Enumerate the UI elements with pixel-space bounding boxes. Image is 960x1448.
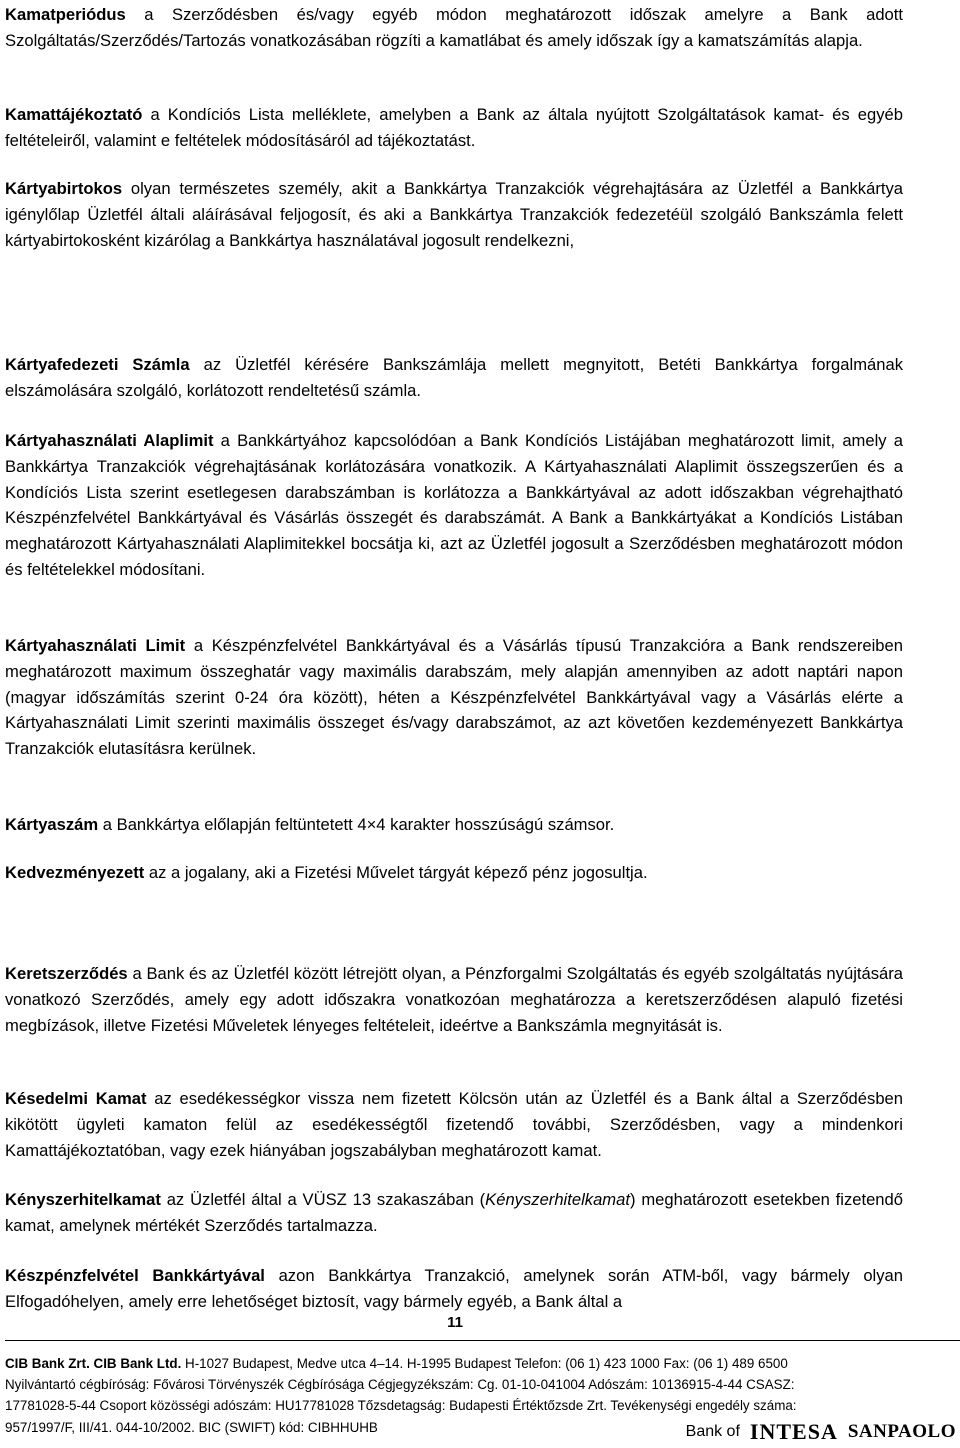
definition-term: Kártyaszám bbox=[5, 815, 99, 834]
logo-bank-of: Bank of bbox=[685, 1423, 740, 1440]
definition-kamatperiodus bbox=[5, 2, 903, 54]
definition-kartyahasznalati-limit bbox=[5, 633, 903, 762]
definition-term: Kamatperiódus bbox=[5, 5, 126, 24]
definition-kartyabirtokos bbox=[5, 176, 903, 253]
definition-kartyahasznalati-alaplimit bbox=[5, 428, 903, 583]
definition-text: a Kondíciós Lista melléklete, amelyben a Bank az általa nyújtott Szolgáltatások kamat- és egyéb feltételeiről, valamint e feltételek módosításáról ad tájékoztatást. bbox=[5, 105, 903, 150]
definition-term: Kártyahasználati Alaplimit bbox=[5, 431, 214, 450]
definition-text: a Bankkártya előlapján feltüntetett 4×4 karakter hosszúságú számsor. bbox=[98, 815, 615, 834]
definition-term: Készpénzfelvétel Bankkártyával bbox=[5, 1266, 265, 1285]
definition-term: Kártyabirtokos bbox=[5, 179, 123, 198]
footer-divider bbox=[5, 1340, 960, 1341]
definition-term: Kamattájékoztató bbox=[5, 105, 143, 124]
definition-text-continued: ) meghatározott esetekben fizetendő kamat, amelynek mértékét Szerződés tartalmazza. bbox=[5, 1190, 903, 1235]
definition-text: a Bank és az Üzletfél között létrejött olyan, a Pénzforgalmi Szolgáltatás és egyéb szolgáltatás nyújtására vonatkozó Szerződés, amely egy adott időszakra vonatkozóan meghatározza a keretszerződésen alapuló fizetési megbízások, illetve Fizetési Műveletek lényeges feltételeit, ideértve a Bankszámla megnyitását is. bbox=[5, 964, 903, 1035]
definition-term: Kártyahasználati Limit bbox=[5, 636, 186, 655]
definition-text: az Üzletfél által a VÜSZ 13 szakaszában ( bbox=[160, 1190, 486, 1209]
logo-intesa: INTESA bbox=[749, 1419, 838, 1444]
definition-text: a Készpénzfelvétel Bankkártyával és a Vásárlás típusú Tranzakcióra a Bank rendszereiben meghatározott maximum összeghatár vagy maximális darabszám, mely alapján amennyiben az adott naptári napon (magyar időszámítás szerint 0-24 óra között), héten a Készpénzfelvétel Bankkártyával vagy a Vásárlás elérte a Kártyahasználati Limit szerinti maximális összeget és/vagy darabszámot, az azt követően kezdeményezett Bankkártya Tranzakciók elutasításra kerülnek. bbox=[5, 636, 903, 759]
definition-text: az a jogalany, aki a Fizetési Művelet tárgyát képező pénz jogosultja. bbox=[144, 863, 648, 882]
definition-keretszerzodes bbox=[5, 961, 903, 1038]
definition-text: azon Bankkártya Tranzakció, amelynek során ATM-ből, vagy bármely olyan Elfogadóhelyen, amely erre lehetőséget biztosít, vagy bármely egyéb, a Bank által a bbox=[5, 1266, 903, 1311]
definition-kartyafedezeti-szamla bbox=[5, 352, 903, 404]
definition-kedvezmenyezett bbox=[5, 860, 903, 886]
footer-line-3: 17781028-5-44 Csoport közösségi adószám: HU17781028 Tőzsdetagság: Budapesti Értéktőzsde Zrt. Tevékenységi engedély száma: bbox=[5, 1398, 797, 1414]
definition-italic-term: Kényszerhitelkamat bbox=[485, 1190, 630, 1209]
definition-term: Késedelmi Kamat bbox=[5, 1089, 147, 1108]
intesa-sanpaolo-logo bbox=[686, 1418, 956, 1446]
definition-text: a Szerződésben és/vagy egyéb módon meghatározott időszak amelyre a Bank adott Szolgáltatás/Szerződés/Tartozás vonatkozásában rögzíti a kamatlábat és amely időszak így a kamatszámítás alapja. bbox=[5, 5, 903, 50]
definition-term: Kártyafedezeti Számla bbox=[5, 355, 190, 374]
definition-kamattajekoztato bbox=[5, 102, 903, 154]
page-number: 11 bbox=[447, 1314, 463, 1331]
footer-address: H-1027 Budapest, Medve utca 4–14. H-1995 Budapest Telefon: (06 1) 423 1000 Fax: (06 1) 489 6500 bbox=[181, 1356, 788, 1371]
definition-text: a Bankkártyához kapcsolódóan a Bank Kondíciós Listájában meghatározott limit, amely a Bankkártya Tranzakciók végrehajtásának korlátozására vonatkozik. A Kártyahasználati Alaplimit összegszerűen és a Kondíciós Lista szerint esetlegesen darabszámban is korlátozza a Bankkártyával az adott időszakban végrehajtható Készpénzfelvétel Bankkártyával és Vásárlás összegét és darabszámát. A Bank a Bankkártyákat a Kondíciós Listában meghatározott Kártyahasználati Alaplimitekkel bocsátja ki, azt az Üzletfél jogosult a Szerződésben meghatározott módon és feltételekkel módosítani. bbox=[5, 431, 903, 579]
footer-line-2: Nyilvántartó cégbíróság: Fővárosi Törvényszék Cégbírósága Cégjegyzékszám: Cg. 01-10-041004 Adószám: 10136915-4-44 CSASZ: bbox=[5, 1377, 795, 1393]
footer-company-name: CIB Bank Zrt. CIB Bank Ltd. bbox=[5, 1356, 182, 1371]
definition-keszpenzfelvetel-bankkartyaval bbox=[5, 1263, 903, 1315]
footer-line-1 bbox=[5, 1353, 960, 1374]
definition-kenyszerhitelkamat bbox=[5, 1187, 903, 1239]
footer-line-4: 957/1997/F, III/41. 044-10/2002. BIC (SWIFT) kód: CIBHHUHB bbox=[5, 1419, 378, 1435]
logo-sanpaolo: SANPAOLO bbox=[847, 1421, 956, 1442]
definition-term: Kényszerhitelkamat bbox=[5, 1190, 161, 1209]
definition-kesedelmi-kamat bbox=[5, 1086, 903, 1163]
definition-kartyaszam bbox=[5, 812, 903, 838]
definition-text: olyan természetes személy, akit a Bankkártya Tranzakciók végrehajtására az Üzletfél a Bankkártya igénylőlap Üzletfél általi aláírásával feljogosít, és aki a Bankkártya Tranzakciók fedezetéül szolgáló Bankszámla felett kártyabirtokosként kizárólag a Bankkártya használatával jogosult rendelkezni, bbox=[5, 179, 903, 250]
definition-term: Kedvezményezett bbox=[5, 863, 145, 882]
definition-text: az Üzletfél kérésére Bankszámlája mellett megnyitott, Betéti Bankkártya forgalmának elszámolására szolgáló, korlátozott rendeltetésű számla. bbox=[5, 355, 903, 400]
definition-term: Keretszerződés bbox=[5, 964, 128, 983]
definition-text: az esedékességkor vissza nem fizetett Kölcsön után az Üzletfél és a Bank által a Szerződésben kikötött ügyleti kamaton felül az esedékességtől fizetendő további, Szerződésben, vagy a mindenkori Kamattájékoztatóban, vagy ezek hiányában jogszabályban meghatározott kamat. bbox=[5, 1089, 903, 1160]
